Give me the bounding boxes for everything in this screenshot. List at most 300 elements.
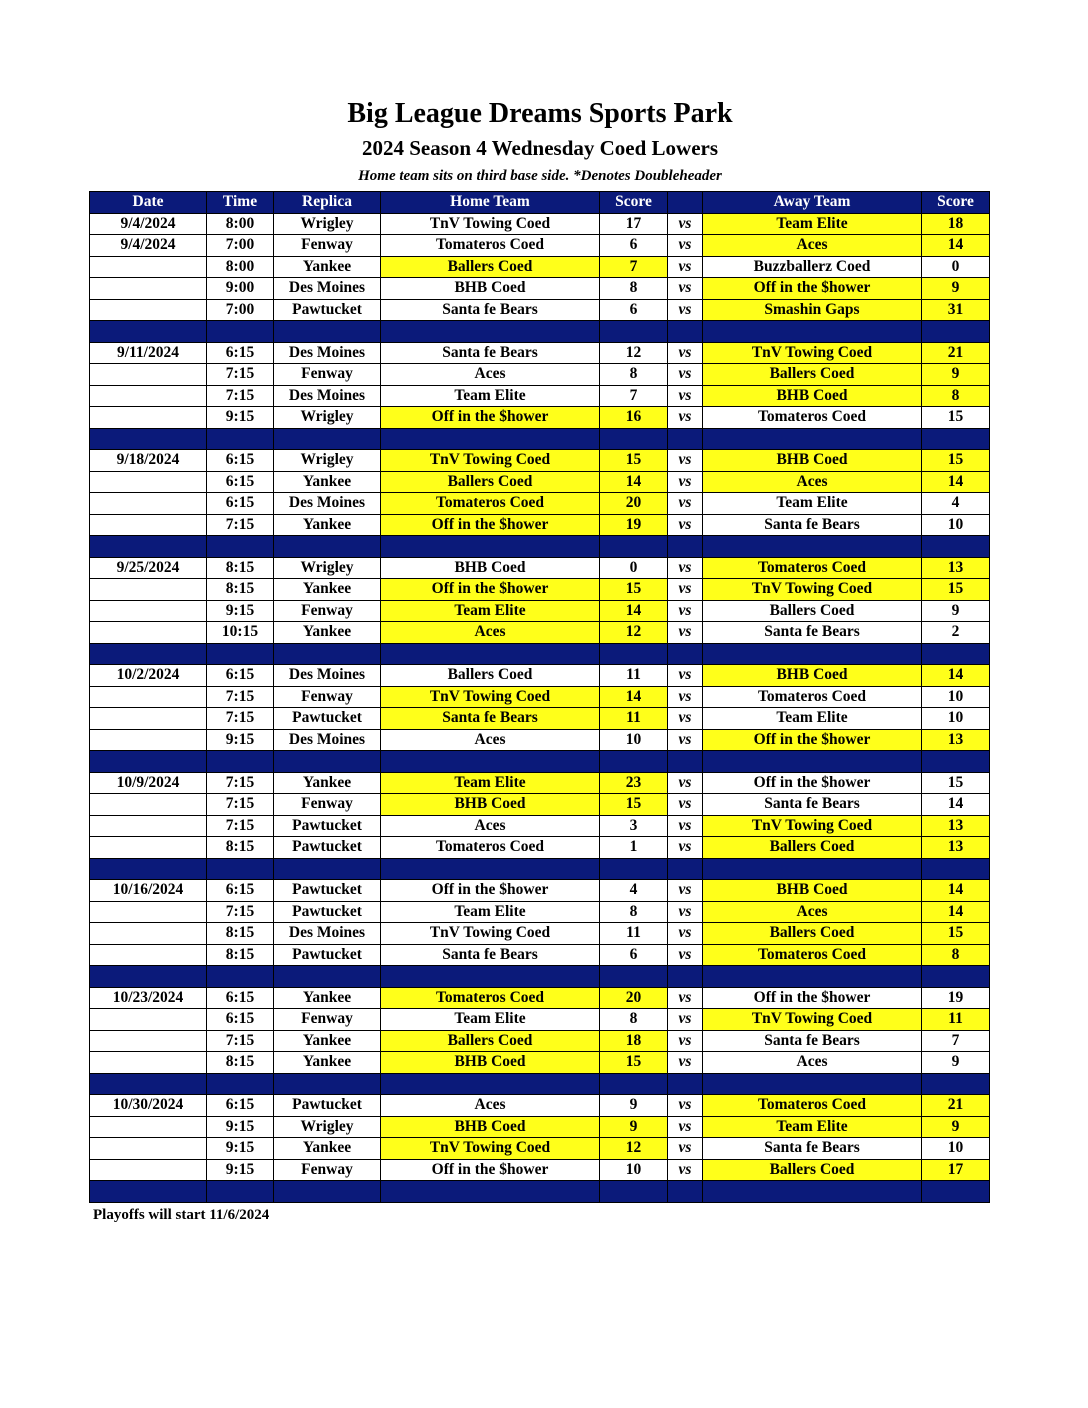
cell-home-score: 9 xyxy=(600,1116,668,1138)
cell-replica: Yankee xyxy=(274,1030,381,1052)
cell-time: 6:15 xyxy=(207,1009,274,1031)
cell-replica: Yankee xyxy=(274,471,381,493)
cell-date xyxy=(90,1052,207,1074)
header-home-score: Score xyxy=(600,192,668,214)
cell-away-score: 15 xyxy=(922,407,990,429)
cell-home-score: 12 xyxy=(600,342,668,364)
cell-home-score: 6 xyxy=(600,944,668,966)
cell-away-score: 13 xyxy=(922,557,990,579)
cell-replica: Yankee xyxy=(274,622,381,644)
cell-home-team: TnV Towing Coed xyxy=(381,923,600,945)
game-row xyxy=(90,235,990,257)
cell-away-score: 21 xyxy=(922,342,990,364)
separator-cell xyxy=(922,321,990,343)
game-row xyxy=(90,1159,990,1181)
cell-home-team: Ballers Coed xyxy=(381,471,600,493)
cell-date: 10/30/2024 xyxy=(90,1095,207,1117)
separator-cell xyxy=(703,536,922,558)
cell-date xyxy=(90,923,207,945)
header-vs xyxy=(668,192,703,214)
cell-home-score: 7 xyxy=(600,256,668,278)
game-row xyxy=(90,299,990,321)
cell-replica: Pawtucket xyxy=(274,944,381,966)
cell-home-team: Aces xyxy=(381,1095,600,1117)
cell-vs: vs xyxy=(668,235,703,257)
cell-replica: Yankee xyxy=(274,514,381,536)
schedule-table xyxy=(89,191,990,1203)
cell-home-score: 15 xyxy=(600,450,668,472)
cell-vs: vs xyxy=(668,600,703,622)
cell-replica: Fenway xyxy=(274,686,381,708)
week-separator-row xyxy=(90,536,990,558)
cell-away-team: BHB Coed xyxy=(703,665,922,687)
cell-away-team: Tomateros Coed xyxy=(703,1095,922,1117)
separator-cell xyxy=(600,1181,668,1203)
cell-time: 6:15 xyxy=(207,342,274,364)
cell-time: 6:15 xyxy=(207,1095,274,1117)
cell-vs: vs xyxy=(668,686,703,708)
schedule-body xyxy=(90,213,990,1202)
cell-date: 9/4/2024 xyxy=(90,235,207,257)
cell-home-score: 4 xyxy=(600,880,668,902)
game-row xyxy=(90,708,990,730)
cell-home-score: 8 xyxy=(600,901,668,923)
cell-vs: vs xyxy=(668,385,703,407)
cell-home-team: Team Elite xyxy=(381,1009,600,1031)
cell-home-score: 0 xyxy=(600,557,668,579)
cell-home-team: Off in the $hower xyxy=(381,880,600,902)
cell-replica: Yankee xyxy=(274,1052,381,1074)
cell-vs: vs xyxy=(668,944,703,966)
separator-cell xyxy=(668,643,703,665)
game-row xyxy=(90,514,990,536)
separator-cell xyxy=(668,428,703,450)
cell-away-score: 10 xyxy=(922,686,990,708)
game-row xyxy=(90,622,990,644)
separator-cell xyxy=(668,1073,703,1095)
cell-away-score: 9 xyxy=(922,1052,990,1074)
cell-replica: Des Moines xyxy=(274,493,381,515)
cell-time: 9:15 xyxy=(207,1116,274,1138)
cell-date xyxy=(90,622,207,644)
separator-cell xyxy=(90,858,207,880)
separator-cell xyxy=(207,751,274,773)
cell-home-team: Team Elite xyxy=(381,901,600,923)
cell-home-score: 11 xyxy=(600,708,668,730)
cell-away-team: Ballers Coed xyxy=(703,364,922,386)
cell-vs: vs xyxy=(668,450,703,472)
cell-home-team: TnV Towing Coed xyxy=(381,213,600,235)
separator-cell xyxy=(90,966,207,988)
cell-replica: Yankee xyxy=(274,1138,381,1160)
cell-home-score: 6 xyxy=(600,235,668,257)
cell-away-score: 9 xyxy=(922,278,990,300)
cell-away-team: BHB Coed xyxy=(703,385,922,407)
separator-cell xyxy=(207,536,274,558)
separator-cell xyxy=(922,858,990,880)
week-separator-row xyxy=(90,751,990,773)
cell-home-team: BHB Coed xyxy=(381,794,600,816)
separator-cell xyxy=(274,321,381,343)
cell-time: 8:15 xyxy=(207,557,274,579)
cell-vs: vs xyxy=(668,407,703,429)
cell-date: 10/2/2024 xyxy=(90,665,207,687)
cell-replica: Des Moines xyxy=(274,729,381,751)
cell-time: 7:15 xyxy=(207,686,274,708)
header-home-team: Home Team xyxy=(381,192,600,214)
separator-cell xyxy=(668,966,703,988)
separator-cell xyxy=(668,858,703,880)
separator-cell xyxy=(922,536,990,558)
cell-away-team: Aces xyxy=(703,235,922,257)
cell-away-score: 14 xyxy=(922,471,990,493)
separator-cell xyxy=(381,1073,600,1095)
cell-time: 7:15 xyxy=(207,514,274,536)
cell-home-team: Santa fe Bears xyxy=(381,944,600,966)
cell-time: 8:15 xyxy=(207,1052,274,1074)
cell-date: 10/16/2024 xyxy=(90,880,207,902)
cell-away-score: 15 xyxy=(922,923,990,945)
cell-date xyxy=(90,1116,207,1138)
schedule-note: Home team sits on third base side. *Denotes Doubleheader xyxy=(358,168,722,184)
cell-vs: vs xyxy=(668,622,703,644)
table-header-row xyxy=(90,192,990,214)
cell-time: 9:00 xyxy=(207,278,274,300)
cell-away-team: Tomateros Coed xyxy=(703,944,922,966)
separator-cell xyxy=(703,1181,922,1203)
cell-date xyxy=(90,686,207,708)
header-away-score: Score xyxy=(922,192,990,214)
cell-replica: Fenway xyxy=(274,364,381,386)
cell-time: 8:15 xyxy=(207,923,274,945)
cell-home-score: 8 xyxy=(600,278,668,300)
cell-home-score: 6 xyxy=(600,299,668,321)
cell-home-team: BHB Coed xyxy=(381,557,600,579)
separator-cell xyxy=(90,321,207,343)
cell-vs: vs xyxy=(668,794,703,816)
header-date: Date xyxy=(90,192,207,214)
cell-away-team: Santa fe Bears xyxy=(703,622,922,644)
cell-time: 10:15 xyxy=(207,622,274,644)
cell-vs: vs xyxy=(668,665,703,687)
cell-time: 7:15 xyxy=(207,815,274,837)
cell-home-team: Off in the $hower xyxy=(381,407,600,429)
cell-home-score: 8 xyxy=(600,1009,668,1031)
separator-cell xyxy=(600,1073,668,1095)
cell-home-team: Team Elite xyxy=(381,385,600,407)
cell-time: 9:15 xyxy=(207,1138,274,1160)
separator-cell xyxy=(703,858,922,880)
separator-cell xyxy=(703,966,922,988)
separator-cell xyxy=(922,751,990,773)
cell-time: 6:15 xyxy=(207,493,274,515)
game-row xyxy=(90,450,990,472)
cell-away-team: Santa fe Bears xyxy=(703,1030,922,1052)
separator-cell xyxy=(207,321,274,343)
cell-date xyxy=(90,600,207,622)
separator-cell xyxy=(381,536,600,558)
cell-time: 6:15 xyxy=(207,471,274,493)
cell-vs: vs xyxy=(668,772,703,794)
separator-cell xyxy=(274,1181,381,1203)
cell-time: 9:15 xyxy=(207,729,274,751)
cell-date xyxy=(90,278,207,300)
cell-home-score: 9 xyxy=(600,1095,668,1117)
cell-home-score: 12 xyxy=(600,1138,668,1160)
cell-home-team: Team Elite xyxy=(381,600,600,622)
separator-cell xyxy=(922,643,990,665)
cell-home-team: BHB Coed xyxy=(381,278,600,300)
cell-home-team: Ballers Coed xyxy=(381,665,600,687)
cell-home-team: Aces xyxy=(381,622,600,644)
cell-away-team: BHB Coed xyxy=(703,880,922,902)
game-row xyxy=(90,579,990,601)
cell-replica: Fenway xyxy=(274,1159,381,1181)
separator-cell xyxy=(90,1181,207,1203)
cell-vs: vs xyxy=(668,299,703,321)
game-row xyxy=(90,471,990,493)
page-title: Big League Dreams Sports Park xyxy=(347,98,733,129)
cell-replica: Des Moines xyxy=(274,665,381,687)
cell-replica: Des Moines xyxy=(274,923,381,945)
separator-cell xyxy=(274,428,381,450)
cell-home-team: Tomateros Coed xyxy=(381,493,600,515)
cell-replica: Wrigley xyxy=(274,1116,381,1138)
separator-cell xyxy=(381,858,600,880)
cell-home-team: Off in the $hower xyxy=(381,1159,600,1181)
cell-date xyxy=(90,471,207,493)
game-row xyxy=(90,557,990,579)
cell-away-team: Tomateros Coed xyxy=(703,686,922,708)
cell-time: 7:00 xyxy=(207,299,274,321)
separator-cell xyxy=(703,643,922,665)
cell-replica: Fenway xyxy=(274,600,381,622)
cell-away-team: Tomateros Coed xyxy=(703,557,922,579)
cell-replica: Pawtucket xyxy=(274,837,381,859)
cell-vs: vs xyxy=(668,837,703,859)
cell-vs: vs xyxy=(668,557,703,579)
cell-home-team: Team Elite xyxy=(381,772,600,794)
separator-cell xyxy=(274,1073,381,1095)
game-row xyxy=(90,837,990,859)
cell-vs: vs xyxy=(668,579,703,601)
week-separator-row xyxy=(90,966,990,988)
cell-away-team: TnV Towing Coed xyxy=(703,815,922,837)
separator-cell xyxy=(703,1073,922,1095)
cell-time: 7:15 xyxy=(207,794,274,816)
cell-time: 7:15 xyxy=(207,772,274,794)
cell-vs: vs xyxy=(668,1138,703,1160)
cell-time: 7:15 xyxy=(207,1030,274,1052)
separator-cell xyxy=(207,858,274,880)
page-subtitle: 2024 Season 4 Wednesday Coed Lowers xyxy=(361,136,719,160)
cell-away-team: Santa fe Bears xyxy=(703,514,922,536)
cell-away-score: 7 xyxy=(922,1030,990,1052)
cell-time: 6:15 xyxy=(207,665,274,687)
separator-cell xyxy=(600,428,668,450)
cell-date xyxy=(90,708,207,730)
cell-home-score: 8 xyxy=(600,364,668,386)
game-row xyxy=(90,1052,990,1074)
cell-home-score: 3 xyxy=(600,815,668,837)
cell-home-score: 14 xyxy=(600,600,668,622)
game-row xyxy=(90,256,990,278)
cell-vs: vs xyxy=(668,987,703,1009)
cell-vs: vs xyxy=(668,815,703,837)
cell-home-score: 14 xyxy=(600,686,668,708)
cell-away-score: 13 xyxy=(922,729,990,751)
cell-away-team: Team Elite xyxy=(703,1116,922,1138)
game-row xyxy=(90,278,990,300)
separator-cell xyxy=(90,536,207,558)
cell-date xyxy=(90,579,207,601)
cell-away-team: Aces xyxy=(703,901,922,923)
cell-vs: vs xyxy=(668,708,703,730)
cell-time: 6:15 xyxy=(207,450,274,472)
separator-cell xyxy=(600,751,668,773)
cell-away-score: 9 xyxy=(922,1116,990,1138)
cell-away-team: Off in the $hower xyxy=(703,729,922,751)
game-row xyxy=(90,729,990,751)
game-row xyxy=(90,686,990,708)
separator-cell xyxy=(207,428,274,450)
cell-time: 8:00 xyxy=(207,213,274,235)
cell-replica: Wrigley xyxy=(274,557,381,579)
cell-date: 10/9/2024 xyxy=(90,772,207,794)
cell-away-team: Off in the $hower xyxy=(703,772,922,794)
cell-home-score: 7 xyxy=(600,385,668,407)
separator-cell xyxy=(668,1181,703,1203)
cell-replica: Pawtucket xyxy=(274,815,381,837)
cell-home-score: 1 xyxy=(600,837,668,859)
cell-away-score: 15 xyxy=(922,772,990,794)
separator-cell xyxy=(274,536,381,558)
cell-away-team: Aces xyxy=(703,1052,922,1074)
separator-cell xyxy=(207,1073,274,1095)
cell-vs: vs xyxy=(668,364,703,386)
cell-home-score: 11 xyxy=(600,923,668,945)
cell-replica: Wrigley xyxy=(274,213,381,235)
cell-replica: Pawtucket xyxy=(274,1095,381,1117)
separator-cell xyxy=(381,321,600,343)
separator-cell xyxy=(600,643,668,665)
cell-away-team: Buzzballerz Coed xyxy=(703,256,922,278)
cell-time: 8:00 xyxy=(207,256,274,278)
cell-away-score: 31 xyxy=(922,299,990,321)
week-separator-row xyxy=(90,321,990,343)
separator-cell xyxy=(922,966,990,988)
cell-home-team: Ballers Coed xyxy=(381,256,600,278)
game-row xyxy=(90,815,990,837)
cell-home-team: Santa fe Bears xyxy=(381,342,600,364)
cell-vs: vs xyxy=(668,901,703,923)
separator-cell xyxy=(381,428,600,450)
cell-away-team: Off in the $hower xyxy=(703,278,922,300)
cell-away-score: 10 xyxy=(922,514,990,536)
cell-date: 9/4/2024 xyxy=(90,213,207,235)
cell-home-score: 11 xyxy=(600,665,668,687)
cell-away-team: TnV Towing Coed xyxy=(703,342,922,364)
separator-cell xyxy=(207,966,274,988)
game-row xyxy=(90,493,990,515)
cell-date xyxy=(90,299,207,321)
cell-away-score: 15 xyxy=(922,579,990,601)
cell-home-team: Santa fe Bears xyxy=(381,708,600,730)
cell-date xyxy=(90,1138,207,1160)
cell-time: 7:15 xyxy=(207,385,274,407)
cell-away-team: Ballers Coed xyxy=(703,1159,922,1181)
game-row xyxy=(90,1138,990,1160)
cell-home-team: Ballers Coed xyxy=(381,1030,600,1052)
separator-cell xyxy=(274,751,381,773)
separator-cell xyxy=(922,1181,990,1203)
separator-cell xyxy=(600,536,668,558)
cell-date xyxy=(90,794,207,816)
separator-cell xyxy=(703,428,922,450)
cell-date xyxy=(90,837,207,859)
cell-home-score: 14 xyxy=(600,471,668,493)
cell-time: 9:15 xyxy=(207,600,274,622)
cell-date: 9/25/2024 xyxy=(90,557,207,579)
cell-date: 10/23/2024 xyxy=(90,987,207,1009)
cell-replica: Pawtucket xyxy=(274,880,381,902)
cell-away-team: Ballers Coed xyxy=(703,837,922,859)
week-separator-row xyxy=(90,1073,990,1095)
separator-cell xyxy=(207,1181,274,1203)
cell-home-team: Off in the $hower xyxy=(381,514,600,536)
cell-date: 9/18/2024 xyxy=(90,450,207,472)
cell-away-score: 13 xyxy=(922,837,990,859)
game-row xyxy=(90,794,990,816)
cell-vs: vs xyxy=(668,923,703,945)
cell-vs: vs xyxy=(668,278,703,300)
cell-home-score: 10 xyxy=(600,729,668,751)
separator-cell xyxy=(90,428,207,450)
cell-away-team: Off in the $hower xyxy=(703,987,922,1009)
week-separator-row xyxy=(90,428,990,450)
cell-vs: vs xyxy=(668,256,703,278)
game-row xyxy=(90,944,990,966)
cell-home-team: TnV Towing Coed xyxy=(381,450,600,472)
cell-away-team: BHB Coed xyxy=(703,450,922,472)
cell-replica: Wrigley xyxy=(274,450,381,472)
cell-away-score: 4 xyxy=(922,493,990,515)
cell-vs: vs xyxy=(668,1009,703,1031)
cell-away-score: 14 xyxy=(922,794,990,816)
cell-replica: Des Moines xyxy=(274,342,381,364)
cell-home-score: 15 xyxy=(600,794,668,816)
cell-date xyxy=(90,901,207,923)
cell-home-score: 16 xyxy=(600,407,668,429)
cell-replica: Des Moines xyxy=(274,385,381,407)
cell-time: 7:15 xyxy=(207,708,274,730)
separator-cell xyxy=(207,643,274,665)
cell-home-team: Aces xyxy=(381,364,600,386)
cell-away-score: 14 xyxy=(922,901,990,923)
cell-time: 7:15 xyxy=(207,364,274,386)
week-separator-row xyxy=(90,643,990,665)
cell-vs: vs xyxy=(668,1095,703,1117)
game-row xyxy=(90,407,990,429)
separator-cell xyxy=(600,321,668,343)
separator-cell xyxy=(381,751,600,773)
cell-time: 7:15 xyxy=(207,901,274,923)
cell-away-score: 19 xyxy=(922,987,990,1009)
cell-away-score: 18 xyxy=(922,213,990,235)
cell-home-score: 23 xyxy=(600,772,668,794)
cell-home-team: TnV Towing Coed xyxy=(381,1138,600,1160)
week-separator-row xyxy=(90,858,990,880)
